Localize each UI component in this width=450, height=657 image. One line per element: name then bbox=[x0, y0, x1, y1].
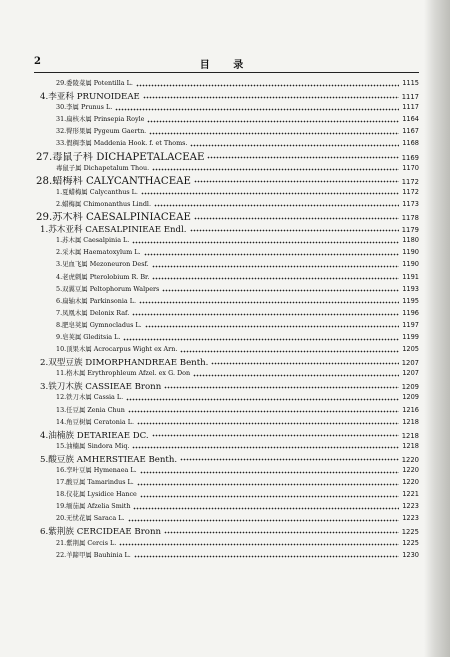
toc-entry-label: 21.紫荆属 Cercis L. bbox=[56, 538, 117, 547]
toc-subfamily-entry bbox=[36, 91, 419, 103]
toc-entry-label: 15.油楠属 Sindora Miq. bbox=[56, 441, 130, 450]
dot-leader bbox=[147, 120, 399, 123]
dot-leader bbox=[190, 144, 399, 147]
dot-leader bbox=[149, 132, 399, 135]
toc-page-number: 1230 bbox=[402, 550, 419, 559]
dot-leader bbox=[194, 217, 399, 220]
toc-entry-label: 2.采木属 Haematoxylum L. bbox=[56, 248, 141, 257]
dot-leader bbox=[139, 301, 399, 304]
dot-leader bbox=[193, 374, 399, 377]
toc-page-number: 1205 bbox=[402, 345, 419, 354]
toc-genus-entry bbox=[36, 466, 419, 478]
toc-subfamily-entry bbox=[36, 526, 419, 538]
dot-leader bbox=[152, 277, 399, 280]
toc-subfamily-entry bbox=[36, 430, 419, 442]
dot-leader bbox=[154, 204, 399, 207]
toc-page-number: 1191 bbox=[402, 272, 419, 281]
toc-genus-entry bbox=[36, 369, 419, 381]
toc-genus-entry bbox=[36, 393, 419, 405]
dot-leader bbox=[128, 410, 399, 413]
toc-page-number: 1218 bbox=[401, 431, 419, 440]
toc-page-number: 1221 bbox=[402, 490, 419, 499]
dot-leader bbox=[162, 289, 399, 292]
dot-leader bbox=[211, 362, 398, 365]
dot-leader bbox=[128, 519, 400, 522]
toc-family-entry bbox=[36, 152, 419, 164]
toc-page-number: 1167 bbox=[402, 127, 419, 136]
toc-page-number: 1220 bbox=[401, 455, 419, 464]
toc-subfamily-entry bbox=[36, 381, 419, 393]
toc-entry-label: 5.酸豆族 AMHERSTIEAE Benth. bbox=[40, 454, 178, 465]
dot-leader bbox=[152, 265, 400, 268]
toc-page-number: 1169 bbox=[401, 153, 419, 162]
toc-genus-entry bbox=[36, 260, 419, 272]
toc-entry-label: 8.肥皂荚属 Gymnocladus L. bbox=[56, 320, 142, 329]
toc-genus-entry bbox=[36, 333, 419, 345]
toc-entry-label: 4.油楠族 DETARIEAE DC. bbox=[40, 430, 149, 441]
toc-subfamily-entry bbox=[36, 454, 419, 466]
toc-genus-entry bbox=[36, 502, 419, 514]
toc-page-number: 1207 bbox=[401, 359, 419, 368]
dot-leader bbox=[134, 555, 399, 558]
toc-entry-label: 10.顶果木属 Acrocarpus Wight ex Arn. bbox=[56, 345, 178, 354]
toc-page-number: 1225 bbox=[402, 538, 419, 547]
toc-entry-label: 28.蜡梅科 CALYCANTHACEAE bbox=[36, 175, 191, 187]
toc-page-number: 1218 bbox=[402, 417, 419, 426]
toc-genus-entry bbox=[36, 103, 419, 115]
toc-page-number: 1218 bbox=[402, 441, 419, 450]
toc-page-number: 1223 bbox=[402, 502, 419, 511]
toc-entry-label: 27.毒鼠子科 DICHAPETALACEAE bbox=[36, 151, 205, 163]
toc-page-number: 1216 bbox=[402, 405, 419, 414]
dot-leader bbox=[140, 471, 400, 474]
toc-entry-label: 29.委陵菜属 Potentilla L. bbox=[56, 79, 133, 87]
toc-entry-label: 2.蜡梅属 Chimonanthus Lindl. bbox=[56, 199, 151, 208]
dot-leader bbox=[119, 543, 399, 546]
toc-entry-label: 1.苏木属 Caesalpinia L. bbox=[56, 236, 130, 245]
toc-entry-label: 毒鼠子属 Dichapetalum Thou. bbox=[56, 163, 150, 172]
toc-page-number: 1168 bbox=[402, 139, 419, 148]
toc-entry-label: 7.凤凰木属 Delonix Raf. bbox=[56, 308, 130, 317]
toc-entry-label: 17.酸豆属 Tamarindus L. bbox=[56, 478, 134, 487]
toc-family-entry bbox=[36, 176, 419, 188]
toc-genus-entry bbox=[36, 79, 419, 91]
toc-entry-label: 29.苏木科 CAESALPINIACEAE bbox=[36, 212, 191, 224]
dot-leader bbox=[180, 458, 399, 461]
dot-leader bbox=[164, 386, 398, 389]
toc-entry-label: 5.双翼豆属 Peltophorum Walpers bbox=[56, 284, 160, 293]
toc-genus-entry bbox=[36, 115, 419, 127]
toc-entry-label: 18.仪花属 Lysidice Hance bbox=[56, 490, 137, 499]
toc-entry-label: 20.无忧花属 Saraca L. bbox=[56, 514, 125, 523]
toc-genus-entry bbox=[36, 418, 419, 430]
dot-leader bbox=[115, 108, 399, 111]
dot-leader bbox=[152, 434, 399, 437]
page-edge-shadow bbox=[424, 0, 450, 657]
toc-page-number: 1117 bbox=[402, 103, 419, 112]
dot-leader bbox=[137, 422, 399, 425]
toc-genus-entry bbox=[36, 539, 419, 551]
table-of-contents bbox=[36, 79, 419, 563]
toc-page-number: 1197 bbox=[402, 320, 419, 329]
toc-entry-label: 19.缅茄属 Afzelia Smith bbox=[56, 502, 131, 511]
dot-leader bbox=[132, 241, 399, 244]
toc-entry-label: 13.任豆属 Zenia Chun bbox=[56, 405, 125, 414]
toc-page-number: 1115 bbox=[402, 79, 419, 87]
dot-leader bbox=[144, 253, 400, 256]
toc-page-number: 1164 bbox=[402, 115, 419, 124]
toc-entry-label: 1.苏木亚科 CAESALPINIEAE Endl. bbox=[40, 225, 187, 236]
toc-page-number: 1220 bbox=[402, 466, 419, 474]
toc-entry-label: 3.铁刀木族 CASSIEAE Bronn bbox=[40, 382, 162, 393]
toc-entry-label: 30.李属 Prunus L. bbox=[56, 103, 113, 112]
dot-leader bbox=[123, 338, 399, 341]
toc-page-number: 1178 bbox=[401, 214, 419, 223]
dot-leader bbox=[190, 229, 399, 232]
toc-page-number: 1190 bbox=[402, 260, 419, 269]
toc-page-number: 1207 bbox=[402, 369, 419, 378]
dot-leader bbox=[137, 483, 399, 486]
toc-page-number: 1193 bbox=[402, 284, 419, 293]
toc-entry-label: 16.孪叶豆属 Hymenaea L. bbox=[56, 466, 137, 474]
toc-genus-entry bbox=[36, 139, 419, 151]
toc-genus-entry bbox=[36, 200, 419, 212]
dot-leader bbox=[132, 313, 399, 316]
toc-genus-entry bbox=[36, 442, 419, 454]
toc-page-number: 1172 bbox=[401, 177, 419, 186]
toc-page-number: 1223 bbox=[402, 514, 419, 523]
toc-genus-entry bbox=[36, 285, 419, 297]
dot-leader bbox=[141, 192, 399, 195]
page-number: 2 bbox=[34, 56, 41, 67]
toc-entry-label: 12.铁刀木属 Cassia L. bbox=[56, 393, 124, 402]
dot-leader bbox=[132, 446, 399, 449]
toc-page-number: 1220 bbox=[402, 478, 419, 487]
dot-leader bbox=[140, 495, 399, 498]
toc-page-number: 1209 bbox=[401, 383, 419, 392]
toc-entry-label: 32.臀形果属 Pygeum Gaertn. bbox=[56, 127, 147, 136]
toc-page-number: 1170 bbox=[402, 163, 419, 172]
toc-genus-entry bbox=[36, 490, 419, 502]
toc-genus-entry bbox=[36, 345, 419, 357]
dot-leader bbox=[180, 350, 399, 353]
dot-leader bbox=[164, 531, 399, 534]
toc-genus-entry bbox=[36, 309, 419, 321]
toc-page-number: 1199 bbox=[402, 332, 419, 341]
toc-entry-label: 9.皂荚属 Gleditsia L. bbox=[56, 332, 121, 341]
toc-subfamily-entry bbox=[36, 224, 419, 236]
dot-leader bbox=[145, 325, 400, 328]
toc-genus-entry bbox=[36, 321, 419, 333]
toc-page-number: 1190 bbox=[402, 248, 419, 257]
toc-genus-entry bbox=[36, 248, 419, 260]
toc-entry-label: 6.扁轴木属 Parkinsonia L. bbox=[56, 296, 137, 305]
toc-genus-entry bbox=[36, 406, 419, 418]
toc-entry-label: 4.老虎刺属 Pterolobium R. Br. bbox=[56, 272, 150, 281]
header-rule bbox=[34, 72, 419, 73]
toc-entry-label: 2.双型豆族 DIMORPHANDREAE Benth. bbox=[40, 358, 209, 369]
toc-genus-entry bbox=[36, 188, 419, 200]
toc-entry-label: 22.羊蹄甲属 Bauhinia L. bbox=[56, 550, 131, 559]
toc-genus-entry bbox=[36, 478, 419, 490]
page-title: 目 录 bbox=[199, 60, 254, 71]
toc-family-entry bbox=[36, 212, 419, 224]
toc-genus-entry bbox=[36, 236, 419, 248]
toc-page-number: 1117 bbox=[401, 93, 419, 102]
toc-entry-label: 6.紫荆族 CERCIDEAE Bronn bbox=[40, 527, 162, 538]
toc-genus-entry bbox=[36, 551, 419, 563]
toc-genus-entry bbox=[36, 514, 419, 526]
toc-genus-entry bbox=[36, 164, 419, 176]
dot-leader bbox=[143, 96, 399, 99]
toc-genus-entry bbox=[36, 127, 419, 139]
toc-page-number: 1209 bbox=[402, 393, 419, 402]
toc-subfamily-entry bbox=[36, 357, 419, 369]
toc-entry-label: 1.夏蜡梅属 Calycanthus L. bbox=[56, 187, 138, 196]
dot-leader bbox=[152, 168, 399, 171]
toc-entry-label: 14.角豆树属 Ceratonia L. bbox=[56, 417, 134, 426]
toc-entry-label: 3.见血飞属 Mezoneuron Desf. bbox=[56, 260, 149, 269]
dot-leader bbox=[207, 156, 398, 159]
toc-entry-label: 11.格木属 Erythrophleum Afzel. ex G. Don bbox=[56, 369, 191, 378]
dot-leader bbox=[133, 507, 399, 510]
toc-page-number: 1195 bbox=[402, 296, 419, 305]
toc-genus-entry bbox=[36, 273, 419, 285]
toc-page-number: 1179 bbox=[401, 226, 419, 235]
toc-page-number: 1173 bbox=[402, 199, 419, 208]
toc-entry-label: 31.扁核木属 Prinsepia Royle bbox=[56, 115, 145, 124]
toc-page-number: 1180 bbox=[402, 236, 419, 245]
toc-entry-label: 33.假稠李属 Maddenia Hook. f. et Thoms. bbox=[56, 139, 188, 148]
dot-leader bbox=[136, 84, 399, 87]
dot-leader bbox=[194, 180, 399, 183]
toc-page-number: 1196 bbox=[402, 308, 419, 317]
toc-page-number: 1225 bbox=[401, 528, 419, 537]
toc-page-number: 1172 bbox=[402, 187, 419, 196]
dot-leader bbox=[126, 398, 399, 401]
toc-entry-label: 4.李亚科 PRUNOIDEAE bbox=[40, 92, 140, 103]
toc-genus-entry bbox=[36, 297, 419, 309]
